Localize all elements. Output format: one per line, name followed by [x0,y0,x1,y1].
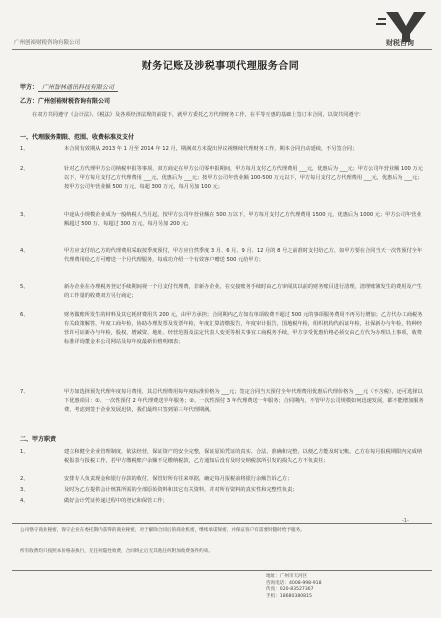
footer-note: 公司恪守商业秘密，保守企业在委托期内获得的商业秘密，对于解除合同后的商业机密，继续承诺保密，并保证客户有需要时随时给予服务。 [20,528,305,533]
party-b [20,96,110,105]
footer-fax: 传真：020-83527367 [266,587,314,593]
footer-divider [12,523,432,524]
footer-bottom-divider [12,570,432,571]
contract-title: 财务记账及涉税事项代理服务合同 [141,61,300,72]
footer-phone: 咨询电话：4008-998-918 [266,580,322,586]
footer-info [266,574,322,600]
header-company: 广州创裕财税咨询有限公司 [14,40,81,46]
section-2-title: 二、甲方职责 [20,436,57,443]
page-number: -1- [402,518,409,524]
footer-note-2: 所有收费均只按照本价格表执行，无任何隐性收费，合同终止后无其他任何附加收费条件约束。 [20,549,213,554]
party-a [20,82,118,91]
header-divider [12,49,432,50]
party-b-name: 广州创裕财税咨询有限公司 [38,98,111,105]
preamble: 在双方共同遵守《会计法》、《税法》及各项经济法规的前提下，就甲方委托乙方代理财务工作，在平等互惠的基础上签订本合同，以资共同遵守： [32,112,364,118]
document-page: 广州创裕财税咨询有限公司 财税咨询 财务记账及涉税事项代理服务合同 甲方： 广州智林通讯科技有限公司 乙方：广州创裕财税咨询有限公司 在双方共同遵守《会计法》、《税法》及各项经济法规的前提下，就甲方委托乙方代理财务工作，在平等互惠的基础上签订本合同，以资共同遵守： 一、代理服务期限、范围、收费标准及支付 1、 本合同有效期从 2013 年 1 月至 2014 年 12 月，期满双方未提出异议视继续代理财务工作，期本合同自动延续，不另签合同； 2、 针对乙方代理甲方公司纳税申报等事项，双方商定在甲方公司零申报期间，甲方每月支付乙方代理费用 ___元，优惠后为 ___元；甲方公司年营业额 100 万元以下，甲方每月支付乙方代理费用 ___元，优惠后为 ___元；按甲方公司年营业额 100-500 万元以下，甲方每月支付乙方代理费用 ___元，优惠后为 ___元；按甲方公司年营业额 500 万元，每超 300 万元，每月另加 100 元； 3、 中途从小规模企业成为一般纳税人当月起，按甲方公司年营业额在 500 万以下，甲方每月支付乙方代理费用 1500 元，优惠后为 1000 元；甲方公司年营业额超过 500 万，每超过 300 万元，每月另加 200 元； 4、 甲方应支付给乙方的代理费用采取按季度预付，甲方应自然季度 3 月、6 月、9 月、12 月的 8 号之前准时支付给乙方，如甲方要在合同当天一次性预付全年代理费用给乙方可赠送一个月代理服务，每成功介绍一个有效客户赠送 500 元给甲方； 5、 新办企业在办理税务登记手续期间视一个月支付代理费，非新办企业，在交接账务手续时由乙方审阅其以前的财务账目进行清理，清理账簿发生的费用及产生的工作量的收费双方另行商定； 6、 财务做账所发生的材料及其它耗材费用共 200 元，由甲方承担；合同期内乙方如有单项收费不超过 500 元的事项服务费用不再另行增加；乙方代办工商税务有关政策解答，年度工商年检，协助办理发票及发票年检，年度汇算清缴报告，年度审计报告，国地税年检，组织机构代码证年检，社保新办与年检，特种经营许可证新办与年检，股权、增减资、地址、经营范围及法定代表人变更等相关事宜工商税务手续，甲方享受优惠价格必须交由乙方代为办理以上事项，收费标准详询董金本公司网站及每年度最新价格明细表； 7、 甲方如选择预先代理年度每月费用，其总代理费用每年度标准价格为 ___元；签定合同当天预付全年代理费用优惠后代理价格为 ___元（不含税），还可选择以下优惠项目：①、一次性预付 2 年代理费送半年服务；②、一次性预付 3 年代理费送一年服务；合同期内，不管甲方公司规模如何迅速发展，都不能增加服务费，考虑到签于企业发展迅快，我们最终只签到第三年代理期满。 二、甲方职责 1、 建立和健全企业管理制度，依法经营，保证资产的安全完整，保证原始凭证的真实、合法、准确和完整，以便乙方能及时记帐。乙方在每月报税期限内完成纳税报表与报税工作，若甲方缴税账户余额不足缴纳税款，乙方通知后没有及时交纳税款所引发的损失乙方不负责任； 2、 安排专人负责现金和银行存款的收付，保管好所有往来单据，确定每月报税前将银行余额告诉乙方； 3、 及时为乙方提供会计核算所需的全部原始资料和其它有关资料，并对所有资料的真实性和完整性负责； 4、 做好会计凭证传递过程中的登记和保管工作； -1- 公司恪守商业秘密，保守企业在委托期内获得的商业秘密，对于解除合同后的商业机密，继续承诺保密，并保证客户有需要时随时给予服务。 所有收费均只按照本价格表执行，无任何隐性收费，合同终止后无其他任何附加收费条件约束。 地址：广州市天河区 咨询电话：4008-998-918 传真：020-83527367 手机：18680380815 [0,0,441,618]
section-1-title: 一、代理服务期限、范围、收费标准及支付 [20,134,135,141]
party-a-handwritten-name: 广州智林通讯科技有限公司 [38,84,118,92]
party-a-label: 甲方： [20,84,39,91]
footer-address: 地址：广州市天河区 [266,574,308,579]
logo-text: 财税咨询 [386,39,414,47]
footer-mobile: 手机：18680380815 [266,593,312,599]
party-b-label: 乙方： [20,98,39,105]
